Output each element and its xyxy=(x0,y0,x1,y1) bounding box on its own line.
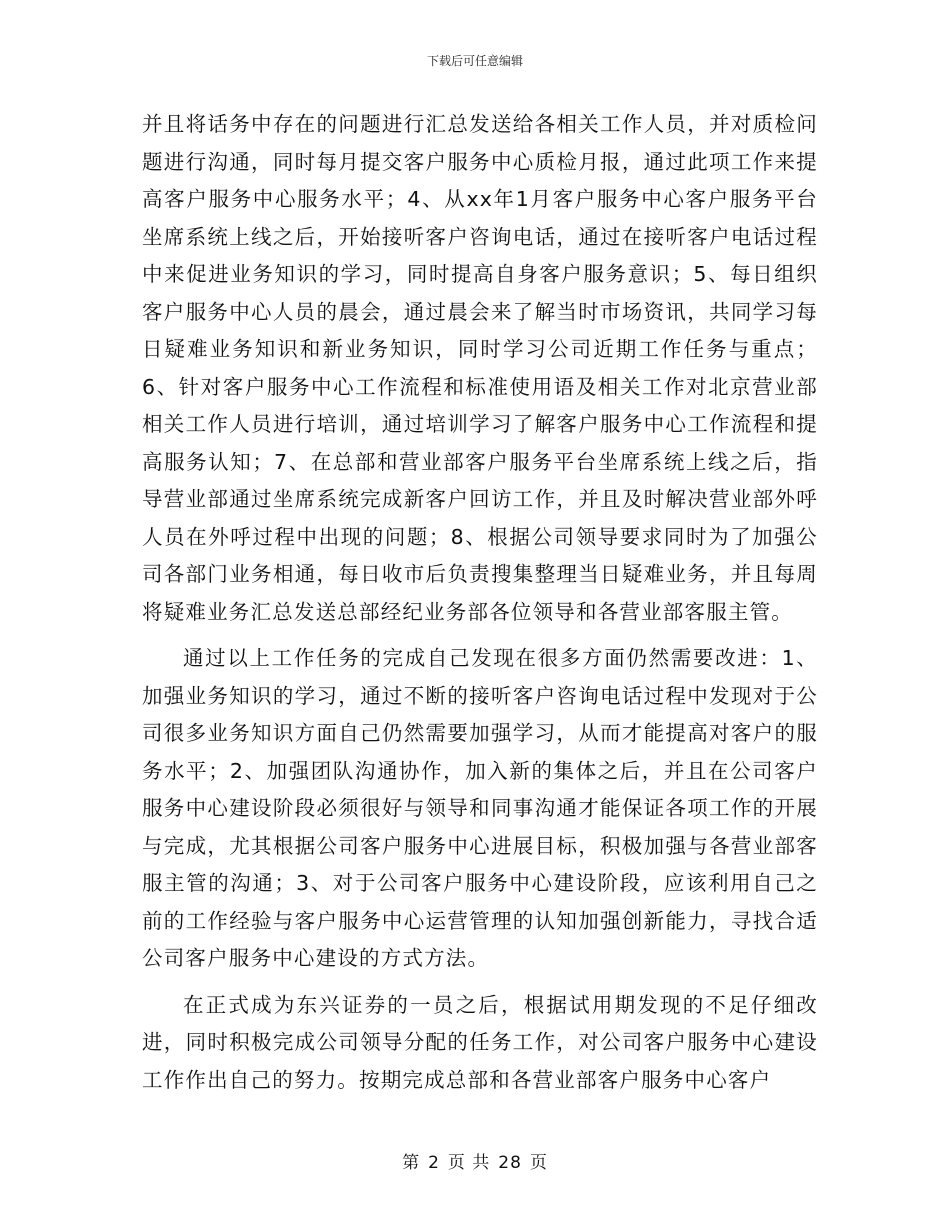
paragraph-1: 并且将话务中存在的问题进行汇总发送给各相关工作人员，并对质检问题进行沟通，同时每月提交客户服务中心质检月报，通过此项工作来提高客户服务中心服务水平；4、从xx年1月客户服务中心客户服务平台坐席系统上线之后，开始接听客户咨询电话，通过在接听客户电话过程中来促进业务知识的学习，同时提高自身客户服务意识；5、每日组织客户服务中心人员的晨会，通过晨会来了解当时市场资讯，共同学习每日疑难业务知识和新业务知识，同时学习公司近期工作任务与重点；6、针对客户服务中心工作流程和标准使用语及相关工作对北京营业部相关工作人员进行培训，通过培训学习了解客户服务中心工作流程和提高服务认知；7、在总部和营业部客户服务平台坐席系统上线之后，指导营业部通过坐席系统完成新客户回访工作，并且及时解决营业部外呼人员在外呼过程中出现的问题；8、根据公司领导要求同时为了加强公司各部门业务相通，每日收市后负责搜集整理当日疑难业务，并且每周将疑难业务汇总发送总部经纪业务部各位领导和各营业部客服主管。 xyxy=(142,112,818,624)
footer-prefix: 第 xyxy=(402,1153,421,1173)
document-body xyxy=(142,106,818,1108)
footer-total-pages: 28 xyxy=(498,1153,522,1173)
page-header: 下载后可任意编辑 xyxy=(426,54,523,68)
footer-middle: 页 共 xyxy=(447,1153,491,1173)
footer-current-page: 2 xyxy=(428,1153,440,1173)
page-footer xyxy=(0,1153,950,1173)
paragraph-3: 在正式成为东兴证券的一员之后，根据试用期发现的不足仔细改进，同时积极完成公司领导分配的任务工作，对公司客户服务中心建设工作作出自己的努力。按期完成总部和各营业部客户服务中心客户 xyxy=(142,992,818,1092)
footer-suffix: 页 xyxy=(529,1153,548,1173)
paragraph-2: 通过以上工作任务的完成自己发现在很多方面仍然需要改进：1、加强业务知识的学习，通过不断的接听客户咨询电话过程中发现对于公司很多业务知识方面自己仍然需要加强学习，从而才能提高对客户的服务水平；2、加强团队沟通协作，加入新的集体之后，并且在公司客户服务中心建设阶段必须很好与领导和同事沟通才能保证各项工作的开展与完成，尤其根据公司客户服务中心进展目标，积极加强与各营业部客服主管的沟通；3、对于公司客户服务中心建设阶段，应该利用自己之前的工作经验与客户服务中心运营管理的认知加强创新能力，寻找合适公司客户服务中心建设的方式方法。 xyxy=(142,646,818,970)
